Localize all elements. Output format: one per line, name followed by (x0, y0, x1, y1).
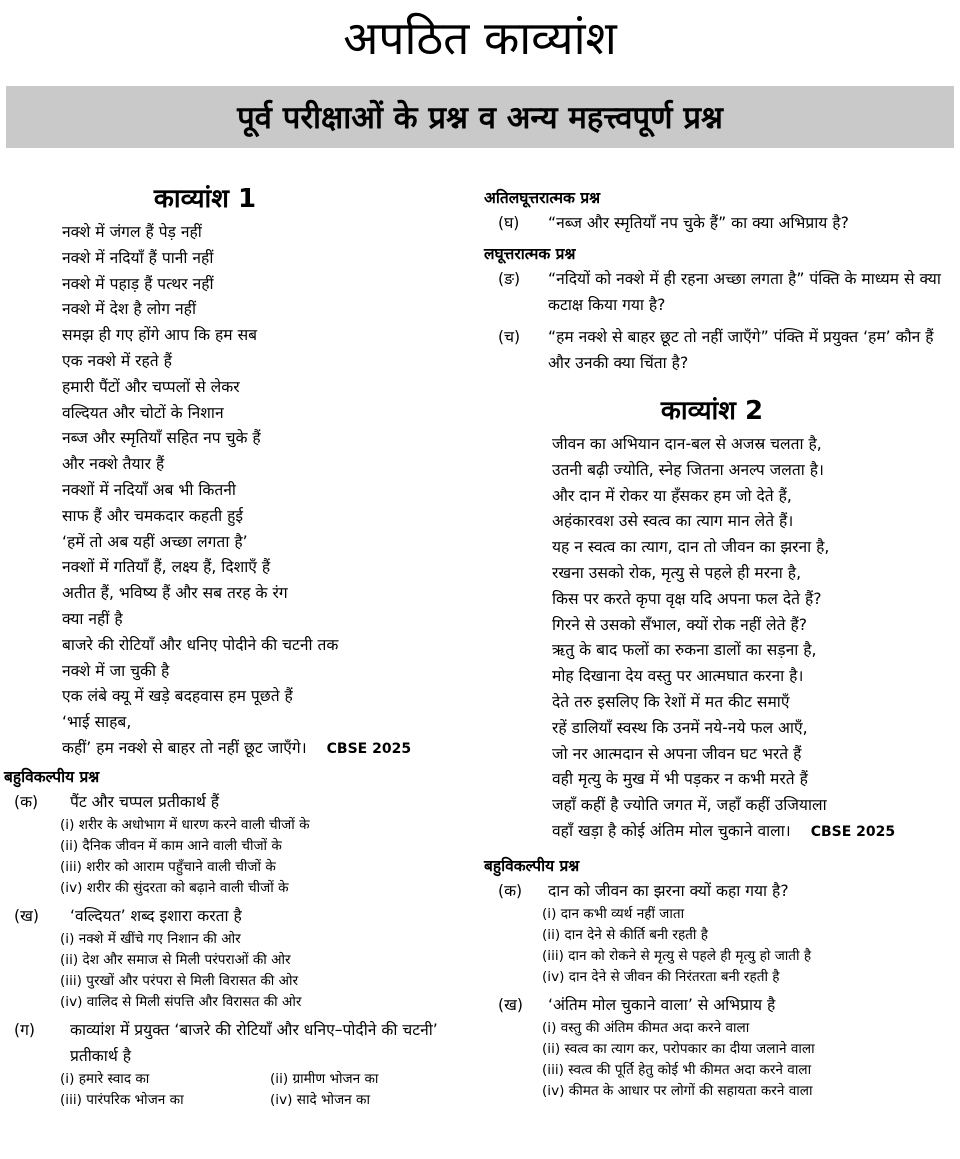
option-item: (i) दान कभी व्यर्थ नहीं जाता (542, 905, 685, 922)
poem-line: नक्शे में जंगल हैं पेड़ नहीं (62, 223, 202, 241)
poem-line: नक्शों में नदियाँ अब भी कितनी (62, 480, 236, 499)
poem-line: नक्शे में नदियाँ हैं पानी नहीं (62, 248, 214, 267)
question-ka (4, 789, 470, 815)
question-cha (484, 324, 960, 376)
option-item: (iv) शरीर की सुंदरता को बढ़ाने वाली चीजों के (60, 879, 289, 896)
question-ga (4, 1017, 470, 1069)
question-text: ‘अंतिम मोल चुकाने वाला’ से अभिप्राय है (548, 995, 776, 1014)
poem-line: रखना उसको रोक, मृत्यु से पहले ही मरना है, (552, 563, 802, 582)
poem-line (552, 819, 960, 846)
options-ka (4, 815, 470, 899)
option-item: (i) शरीर के अधोभाग में धारण करने वाली चीजों के (60, 816, 310, 833)
poem-line: गिरने से उसको सँभाल, क्यों रोक नहीं लेते हैं? (552, 615, 808, 634)
kavyansh-1-heading: काव्यांश 1 (153, 184, 257, 214)
saq-heading: लघूत्तरात्मक प्रश्न (484, 245, 576, 263)
poem-line: जहाँ कहीं है ज्योति जगत में, जहाँ कहीं उजियाला (552, 796, 827, 815)
option-item: (ii) देश और समाज से मिली परंपराओं की ओर (60, 951, 291, 968)
poem-line (62, 736, 470, 763)
question-kha-2 (484, 992, 960, 1018)
poem-line: साफ हैं और चमकदार कहती हुई (62, 506, 244, 525)
question-text: ‘वल्दियत’ शब्द इशारा करता है (70, 906, 242, 925)
poem-line: क्या नहीं है (62, 609, 123, 628)
poem-line: नब्ज और स्मृतियाँ सहित नप चुके हैं (62, 429, 261, 448)
poem-line: उतनी बढ़ी ज्योति, स्नेह जितना अनल्प जलता है। (552, 460, 824, 479)
question-label: (ङ) (498, 270, 521, 288)
left-column (0, 178, 470, 1111)
options-ka-2 (484, 904, 960, 988)
vsaq-heading: अतिलघूत्तरात्मक प्रश्न (484, 189, 601, 207)
option-item: (i) हमारे स्वाद का (60, 1070, 150, 1087)
option-item: (iv) कीमत के आधार पर लोगों की सहायता करने वाला (542, 1082, 813, 1099)
options-ga (4, 1069, 470, 1111)
poem-last-line: कहीं’ हम नक्शे से बाहर तो नहीं छूट जाएँगे। (62, 738, 307, 757)
option-item: (i) नक्शे में खींचे गए निशान की ओर (60, 930, 241, 947)
option-item: (iv) वालिद से मिली संपत्ति और विरासत की ओर (60, 993, 302, 1010)
question-text: “हम नक्शे से बाहर छूट तो नहीं जाएँगे” पंक्ति में प्रयुक्त ‘हम’ कौन हैं और उनकी क्या चिंता है? (548, 328, 934, 372)
question-ka-2 (484, 878, 960, 904)
poem-line: और दान में रोकर या हँसकर हम जो देते हैं, (552, 486, 792, 505)
question-label: (क) (14, 792, 39, 811)
poem-line: अतीत हैं, भविष्य हैं और सब तरह के रंग (62, 584, 288, 603)
question-nga (484, 266, 960, 318)
question-label: (क) (498, 881, 523, 900)
mcq-heading: बहुविकल्पीय प्रश्न (4, 767, 100, 786)
question-label: (च) (498, 328, 521, 346)
mcq-heading: बहुविकल्पीय प्रश्न (484, 856, 580, 875)
page-title: अपठित काव्यांश (343, 11, 617, 65)
poem-line: ऋतु के बाद फलों का रुकना डालों का सड़ना है, (552, 641, 817, 660)
question-label: (ख) (14, 906, 39, 925)
poem-line: मोह दिखाना देय वस्तु पर आत्मघात करना है। (552, 667, 804, 686)
question-text: “नदियों को नक्शे में ही रहना अच्छा लगता है” पंक्ति के माध्यम से क्या कटाक्ष किया गया है? (548, 270, 941, 314)
poem-line: अहंकारवश उसे स्वत्व का त्याग मान लेते हैं। (552, 512, 794, 531)
options-kha (4, 929, 470, 1013)
poem-line: बाजरे की रोटियाँ और धनिए पोदीने की चटनी तक (62, 635, 339, 654)
option-item: (iii) शरीर को आराम पहुँचाने वाली चीजों के (60, 858, 276, 875)
question-text: पैंट और चप्पल प्रतीकार्थ हैं (70, 792, 220, 811)
poem-line: हमारी पैंटों और चप्पलों से लेकर (62, 377, 240, 396)
poem-line: समझ ही गए होंगे आप कि हम सब (62, 326, 258, 345)
question-label: (ख) (498, 995, 523, 1014)
options-kha-2 (484, 1018, 960, 1102)
question-text: दान को जीवन का झरना क्यों कहा गया है? (548, 881, 789, 900)
poem-line: और नक्शे तैयार हैं (62, 455, 165, 474)
option-item: (ii) दान देने से कीर्ति बनी रहती है (542, 926, 708, 943)
poem-line: नक्शे में देश है लोग नहीं (62, 300, 196, 319)
poem-line: देते तरु इसलिए कि रेशों में मत कीट समाएँ (552, 692, 790, 711)
question-gha (484, 210, 960, 236)
kavyansh-1-poem (0, 220, 470, 763)
question-label: (घ) (498, 214, 520, 232)
poem-last-line: वहाँ खड़ा है कोई अंतिम मोल चुकाने वाला। (552, 821, 791, 840)
kavyansh-2-poem (484, 432, 960, 846)
question-kha (4, 903, 470, 929)
right-column (484, 186, 960, 1102)
option-item: (ii) ग्रामीण भोजन का (270, 1070, 379, 1087)
question-text: “नब्ज और स्मृतियाँ नप चुके हैं” का क्या अभिप्राय है? (548, 214, 849, 232)
poem-line: एक नक्शे में रहते हैं (62, 351, 172, 370)
option-item: (iii) पारंपरिक भोजन का (60, 1091, 184, 1108)
poem-line: यह न स्वत्व का त्याग, दान तो जीवन का झरना है, (552, 538, 830, 557)
option-item: (iii) स्वत्व की पूर्ति हेतु कोई भी कीमत अदा करने वाला (542, 1061, 812, 1078)
question-label: (ग) (14, 1020, 35, 1039)
kavyansh-2-heading: काव्यांश 2 (660, 396, 764, 426)
option-item: (ii) स्वत्व का त्याग कर, परोपकार का दीया जलाने वाला (542, 1040, 815, 1057)
option-item: (iii) पुरखों और परंपरा से मिली विरासत की ओर (60, 972, 299, 989)
poem-line: ‘हमें तो अब यहीं अच्छा लगता है’ (62, 532, 248, 551)
poem-line: जीवन का अभियान दान-बल से अजस्र चलता है, (552, 435, 822, 453)
banner-text: पूर्व परीक्षाओं के प्रश्न व अन्य महत्त्वपूर्ण प्रश्न (237, 100, 723, 136)
section-banner (6, 86, 954, 148)
poem-line: रहें डालियाँ स्वस्थ कि उनमें नये-नये फल आएँ, (552, 718, 808, 737)
poem-line: नक्शों में गतियाँ हैं, लक्ष्य हैं, दिशाएँ हैं (62, 558, 271, 577)
source-badge: CBSE 2025 (810, 823, 896, 840)
poem-line: किस पर करते कृपा वृक्ष यदि अपना फल देते हैं? (552, 589, 822, 608)
poem-line: नक्शे में जा चुकी है (62, 661, 170, 680)
option-item: (iv) सादे भोजन का (270, 1091, 370, 1108)
option-item: (ii) दैनिक जीवन में काम आने वाली चीजों के (60, 837, 282, 854)
option-item: (iii) दान को रोकने से मृत्यु से पहले ही मृत्यु हो जाती है (542, 947, 812, 964)
poem-line: ‘भाई साहब, (62, 713, 132, 732)
poem-line: जो नर आत्मदान से अपना जीवन घट भरते हैं (552, 744, 802, 763)
poem-line: वल्दियत और चोटों के निशान (62, 403, 224, 422)
poem-line: एक लंबे क्यू में खड़े बदहवास हम पूछते हैं (62, 687, 293, 706)
poem-line: नक्शे में पहाड़ हैं पत्थर नहीं (62, 274, 214, 293)
poem-line: वही मृत्यु के मुख में भी पड़कर न कभी मरते हैं (552, 770, 808, 789)
question-text: काव्यांश में प्रयुक्त ‘बाजरे की रोटियाँ और धनिए–पोदीने की चटनी’ प्रतीकार्थ है (70, 1020, 438, 1065)
option-item: (i) वस्तु की अंतिम कीमत अदा करने वाला (542, 1019, 750, 1036)
source-badge: CBSE 2025 (326, 740, 412, 757)
option-item: (iv) दान देने से जीवन की निरंतरता बनी रहती है (542, 968, 780, 985)
